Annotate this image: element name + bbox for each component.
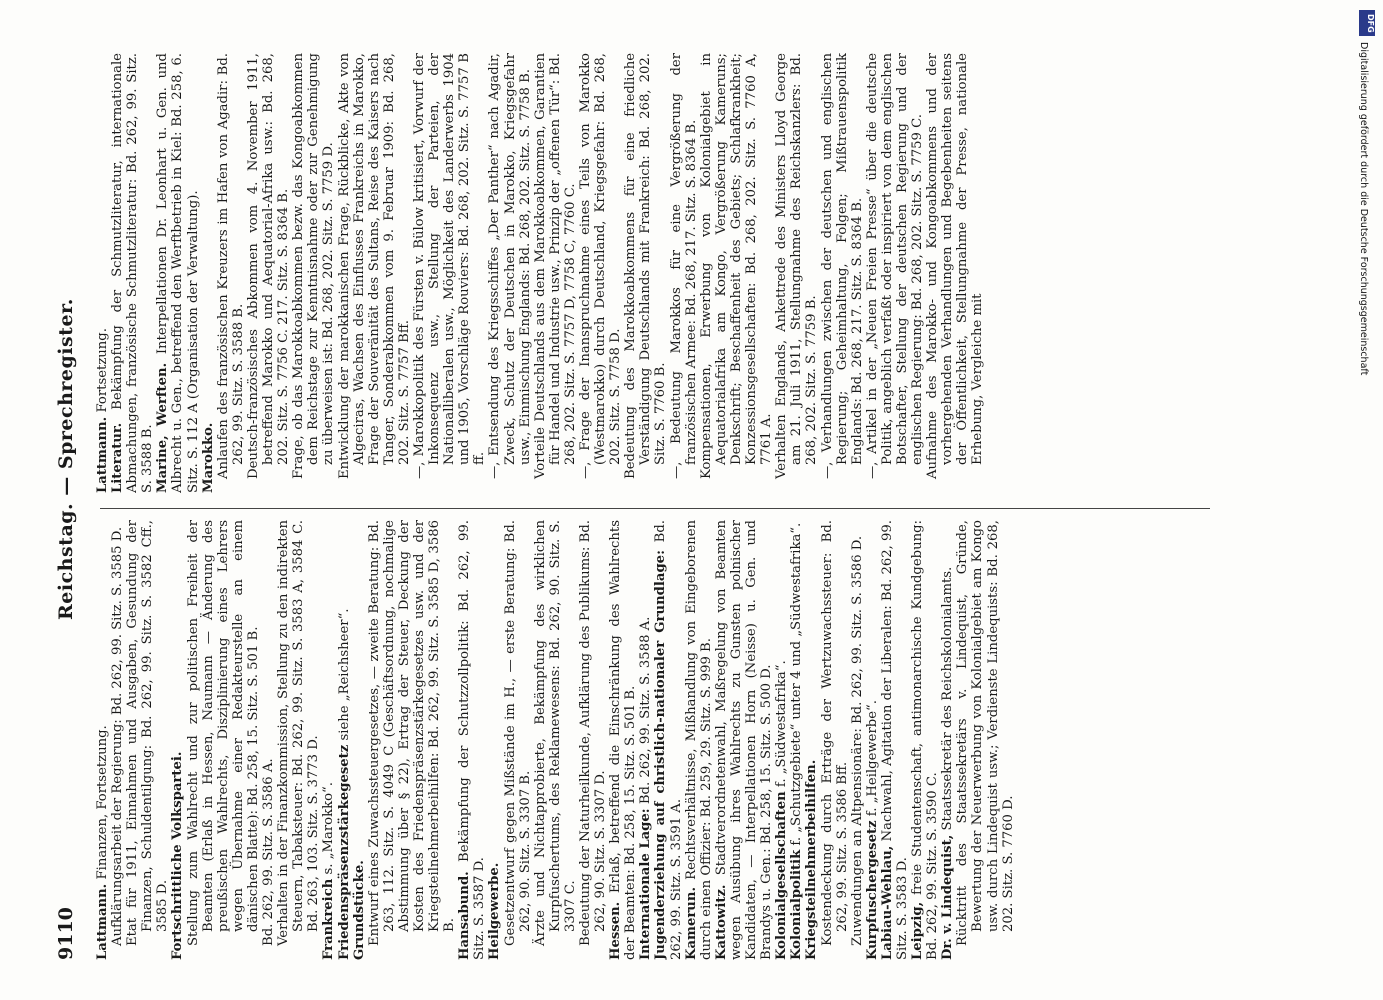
entry-text: Bedeutung der Naturheilkunde, Aufklärung des Publikums: Bd. 262, 90. Sitz. S. 3307 D. xyxy=(578,520,609,946)
index-entry xyxy=(820,520,850,960)
entry-text: Rücktritt des Staatssekretärs v. Lindequist, Gründe, Bewertung der Neuerwerbung von Kolonialgebiet am Kongo usw. durch Lindequist usw.; Verdienste Lindequists: Bd. 268, 202. Sitz. S. 7760 D. xyxy=(955,520,1016,946)
entry-text: Bd. 262, 99. Sitz. S. 3591 A. xyxy=(653,520,684,960)
entry-text: Interpellationen Dr. Leonhart u. Gen. und Albrecht u. Gen., betreffend den Werftbetrieb in Kiel: Bd. 258, 6. Sitz. S. 112 A (Organisation der Verwaltung). xyxy=(155,53,201,493)
dfg-sidebar xyxy=(1357,10,1377,995)
entry-text: —, Frage der Inanspruchnahme eines Teils von Marokko (Westmarokko) durch Deutschland, Kriegsgefahr: Bd. 268, 202. Sitz. S. 7758 D. xyxy=(578,53,624,479)
entry-text: —, Marokkopolitik des Fürsten v. Bülow kritisiert, Vorwurf der Inkonsequenz usw., Stellung der Parteien, der Nationalliberalen usw., Möglichkeit des Landerwerbs 1904 und 1905, Vorschläge Rouviers: Bd. 268, 202. Sitz. S. 7757 B ff. xyxy=(411,53,488,479)
entry-heading: Literatur. xyxy=(110,422,126,493)
entry-heading: Marokko. xyxy=(200,422,216,493)
entry-heading: Hessen. xyxy=(608,901,624,960)
index-entry xyxy=(352,520,367,960)
index-entry xyxy=(638,520,653,960)
entry-text: Zuwendungen an Altpensionäre: Bd. 262, 99. Sitz. S. 3586 D. xyxy=(849,535,865,946)
index-entry xyxy=(125,520,170,960)
entry-heading: Kolonialpolitik xyxy=(789,849,805,960)
entry-text: Vorteile Deutschlands aus dem Marokkoabkommen, Garantien für Handel und Industrie usw., Prinzip der „offenen Tür“: Bd. 268, 202. Sitz. S. 7757 D, 7758 C, 7760 C. xyxy=(532,53,578,479)
entry-text: —, Artikel in der „Neuen Freien Presse“ über die deutsche Politik, angeblich verfaßt oder inspiriert von dem englischen Botschafter, Stellung der deutschen Regierung und der englischen Regierung: Bd. 268, 202. Sitz. S. 7759 C. xyxy=(864,53,926,479)
entry-text: Rechtsverhältnisse, Mißhandlung von Eingeborenen durch einen Offizier: Bd. 259, 29. Sitz. S. 999 B. xyxy=(683,520,714,960)
entry-text: —, Bedeutung Marokkos für eine Vergrößerung der französischen Armee: Bd. 268, 217. Sitz. S. 8364 B. xyxy=(668,53,699,479)
index-entry xyxy=(533,520,578,960)
entry-heading: Kamerun. xyxy=(683,886,699,960)
index-entry xyxy=(865,520,880,960)
index-entry xyxy=(216,53,246,493)
index-entry xyxy=(457,520,487,960)
index-entry xyxy=(714,520,774,960)
entry-text: Erlaß, betreffend die Einschränkung des Wahlrechts der Beamten: Bd. 258, 15. Sitz. S. 501 B. xyxy=(608,520,639,960)
entry-heading: Kriegsteilnehmerbeihilfen. xyxy=(804,759,820,960)
left-column xyxy=(95,520,1210,960)
entry-text: Entwurf eines Zuwachssteuergesetzes, — zweite Beratung: Bd. 263, 112. Sitz. S. 4049 C (Geschäftsordnung, nochmalige Abstimmung über § 22), Ertrag der Steuer, Deckung der Kosten des Friedenspräsenzstärkegesetzes usw. und der Kriegsteilnehmerbeihilfen: Bd. 262, 99. Sitz. S. 3585 D, 3586 B. xyxy=(366,520,458,946)
index-entry xyxy=(261,520,276,960)
index-entry xyxy=(880,520,910,960)
entry-text: Etat für 1911, Einnahmen und Ausgaben, Gesundung der Finanzen, Schuldentilgung: Bd. 262, 99. Sitz. S. 3582 Cff., 3585 D. xyxy=(125,520,171,946)
index-entry xyxy=(653,520,683,960)
entry-text: Bekämpfung der Schutzzollpolitik: Bd. 262, 99. Sitz. S. 3587 D. xyxy=(457,520,488,960)
entry-text: Anlaufen des französischen Kreuzers im Hafen von Agadir: Bd. 262, 99. Sitz. S. 3588 B. xyxy=(215,53,246,479)
entry-text: —, Entsendung des Kriegsschiffes „Der Panther“ nach Agadir, Zweck, Schutz der Deutschen in Marokko, Kriegsgefahr usw., Einmischung Englands: Bd. 268, 202. Sitz. S. 7758 B. xyxy=(487,53,533,479)
entry-heading: Lattmann. xyxy=(95,416,110,493)
entry-text: Staatssekretär des Reichskolonialamts. xyxy=(940,566,956,831)
column-divider xyxy=(100,508,1210,509)
index-entry xyxy=(337,520,352,960)
entry-heading: Jugenderziehung auf christlich-nationaler Grundlage: xyxy=(653,550,669,960)
entry-text: Verhalten Englands, Ankettrede des Ministers Lloyd George am 21. Juli 1911, Stellungnahme des Reichskanzlers: Bd. 268, 202. Sitz. S. 7759 B. xyxy=(774,53,820,479)
entry-text: Bd. 262, 99. Sitz. S. 3586 A. xyxy=(261,758,277,946)
entry-heading: Kattowitz. xyxy=(713,884,729,960)
entry-heading: Kurpfuschergesetz xyxy=(864,820,880,960)
entry-heading: Hansabund. xyxy=(457,871,473,960)
index-entry xyxy=(367,520,458,960)
index-entry xyxy=(110,53,155,493)
index-entry xyxy=(774,53,819,493)
page-title: Reichstag. — Sprechregister. xyxy=(55,298,77,620)
index-entry xyxy=(910,520,940,960)
entry-heading: Grundstücke. xyxy=(351,860,367,960)
entry-text: Deutsch-französisches Abkommen vom 4. November 1911, betreffend Marokko und Aequatorial-Afrika usw.: Bd. 268, 202. Sitz. S. 7756 C. 217. Sitz. S. 8364 B. xyxy=(245,53,292,479)
digitization-note: Digitalisierung gefördert durch die Deutsche Forschungsgemeinschaft xyxy=(1358,42,1369,376)
index-entry xyxy=(684,520,714,960)
index-entry xyxy=(940,520,955,960)
index-entry xyxy=(170,520,185,960)
index-entry xyxy=(865,53,925,493)
index-entry xyxy=(669,53,699,493)
index-entry xyxy=(774,520,789,960)
entry-heading: Frankreich xyxy=(321,878,337,960)
entry-text: Bekämpfung der Schmutzliteratur, internationale Abmachungen, französische Schmutzliteratur: Bd. 262, 99. Sitz. S. 3588 B. xyxy=(110,53,156,493)
index-entry xyxy=(95,53,110,493)
index-entry xyxy=(850,520,865,960)
entry-text: Nachwahl, Agitation der Liberalen: Bd. 262, 99. Sitz. S. 3583 D. xyxy=(879,520,910,960)
dfg-logo: DFG xyxy=(1359,10,1375,36)
index-entry xyxy=(503,520,533,960)
entry-heading: Friedenspräsenzstärkegesetz xyxy=(336,744,352,960)
index-entry xyxy=(412,53,487,493)
entry-heading: Marine, Werften. xyxy=(155,362,171,493)
index-entry xyxy=(487,520,502,960)
entry-heading: Lattmann. xyxy=(95,883,110,960)
entry-text: Bd. 262, 99. Sitz. S. 3588 A. xyxy=(638,616,654,805)
index-entry xyxy=(276,520,321,960)
entry-text: f. „Schutzgebiete“ unter 4 und „Südwestafrika“. xyxy=(789,522,805,846)
index-entry xyxy=(487,53,532,493)
entry-heading: Fortschrittliche Volkspartei. xyxy=(170,751,186,960)
index-entry xyxy=(820,53,865,493)
entry-text: Bedeutung des Marokkoabkommens für eine friedliche Verständigung Deutschlands mit Frankreich: Bd. 268, 202. Sitz. S. 7760 B. xyxy=(623,53,669,479)
page-number: 9110 xyxy=(55,907,77,960)
entry-text: Aufnahme des Marokko- und Kongoabkommens und der vorhergehenden Verhandlungen und Begebenheiten seitens der Öffentlichkeit, Stellungnahme der Presse, nationale Erhebung, Vergleiche mit xyxy=(925,53,986,479)
entry-text: Verhalten in der Finanzkommission, Stellung zu den indirekten Steuern, Tabaksteuer: Bd. 262, 99. Sitz. S. 3583 A, 3584 C. Bd. 263, 103. Sitz. S. 3773 D. xyxy=(276,520,322,946)
entry-heading: Labiau-Wehlau, xyxy=(879,845,895,960)
index-entry xyxy=(623,53,668,493)
index-entry xyxy=(95,520,110,960)
index-entry xyxy=(291,53,336,493)
entry-text: —, Verhandlungen zwischen der deutschen und englischen Regierung; Geheimhaltung, Folgen; Mißtrauenspolitik Englands: Bd. 268, 217. Sitz. S. 8364 B. xyxy=(819,53,865,479)
entry-text: Entwicklung der marokkanischen Frage, Rückblicke, Akte von Algeciras, Wachsen des Einflusses Frankreichs in Marokko, Frage der Souveränität des Sultans, Reise des Kaisers nach Tanger, Sonderabkommen vom 9. Februar 1909: Bd. 268, 202. Sitz. S. 7757 Bff. xyxy=(336,53,412,479)
entry-text: f. „Südwestafrika“. xyxy=(774,660,790,788)
index-entry xyxy=(533,53,578,493)
index-entry xyxy=(578,520,608,960)
index-entry xyxy=(186,520,261,960)
index-entry xyxy=(246,53,291,493)
index-entry xyxy=(155,53,200,493)
entry-text: siehe „Reichsheer“. xyxy=(336,608,352,741)
page-header xyxy=(55,55,85,960)
entry-text: Frage, ob das Marokkoabkommen bezw. das Kongoabkommen dem Reichstage zur Kenntnisnahme oder zur Genehmigung zu überweisen ist: Bd. 268, 202. Sitz. S. 7759 D. xyxy=(291,53,337,479)
entry-text: Aufklärungsarbeit der Regierung: Bd. 262, 99. Sitz. S. 3585 D. xyxy=(110,526,126,946)
entry-heading: Dr. v. Lindequist, xyxy=(940,834,956,960)
index-entry xyxy=(337,53,412,493)
index-entry xyxy=(608,520,638,960)
entry-text: Kostendeckung durch Erträge der Wertzuwachssteuer: Bd. 262, 99. Sitz. S. 3586 Bff. xyxy=(819,520,850,946)
index-entry xyxy=(110,520,125,960)
entry-text: freie Studentenschaft, antimonarchische Kundgebung: Bd. 262, 99. Sitz. S. 3590 C. xyxy=(910,520,941,960)
entry-text: Gesetzentwurf gegen Mißstände im H., — erste Beratung: Bd. 262, 90. Sitz. S. 3307 B. xyxy=(502,520,533,946)
index-entry xyxy=(925,53,985,493)
entry-text: Finanzen, Fortsetzung. xyxy=(95,725,110,880)
index-entry xyxy=(201,53,216,493)
entry-text: f. „Heilgewerbe“. xyxy=(864,700,880,817)
entry-text: Ärzte und Nichtapprobierte, Bekämpfung des wirklichen Kurpfuschertums, des Reklamewesens: Bd. 262, 90. Sitz. S. 3307 C. xyxy=(532,520,578,946)
entry-heading: Heilgewerbe. xyxy=(487,862,503,960)
index-entry xyxy=(578,53,623,493)
index-entry xyxy=(804,520,819,960)
entry-text: s. „Marokko“. xyxy=(321,782,337,875)
entry-text: Stellung zum Wahlrecht und zur politischen Freiheit der Beamten (Erlaß in Hessen, Naumann — Änderung des preußischen Wahlrechts, Disziplinierung eines Lehrers wegen Übernahme einer Redakteurstelle an einem dänischen Blatte): Bd. 258, 15. Sitz. S. 501 B. xyxy=(185,520,261,946)
entry-text: Fortsetzung. xyxy=(95,328,110,413)
entry-text: Stadtverordnetenwahl, Maßregelung von Beamten wegen Ausübung ihres Wahlrechts zu Gunsten polnischer Kandidaten, — Interpellationen Horn (Neisse) u. Gen. und Brandys u. Gen.: Bd. 258, 15. Sitz. S. 500 D. xyxy=(713,520,775,960)
entry-heading: Internationale Lage: xyxy=(638,808,654,960)
index-entry xyxy=(321,520,336,960)
index-entry xyxy=(699,53,774,493)
entry-heading: Leipzig, xyxy=(910,901,926,960)
right-column xyxy=(95,53,1210,493)
entry-heading: Kolonialgesellschaften xyxy=(774,791,790,960)
index-entry xyxy=(789,520,804,960)
entry-text: Kompensationen, Erwerbung von Kolonialgebiet in Aequatorialafrika am Kongo, Vergrößerung Kameruns; Denkschrift; Beschaffenheit des Gebiets; Schlafkrankheit; Konzessionsgesellschaften: Bd. 268, 202. Sitz. S. 7760 A, 7761 A. xyxy=(698,53,775,479)
index-entry xyxy=(955,520,1015,960)
